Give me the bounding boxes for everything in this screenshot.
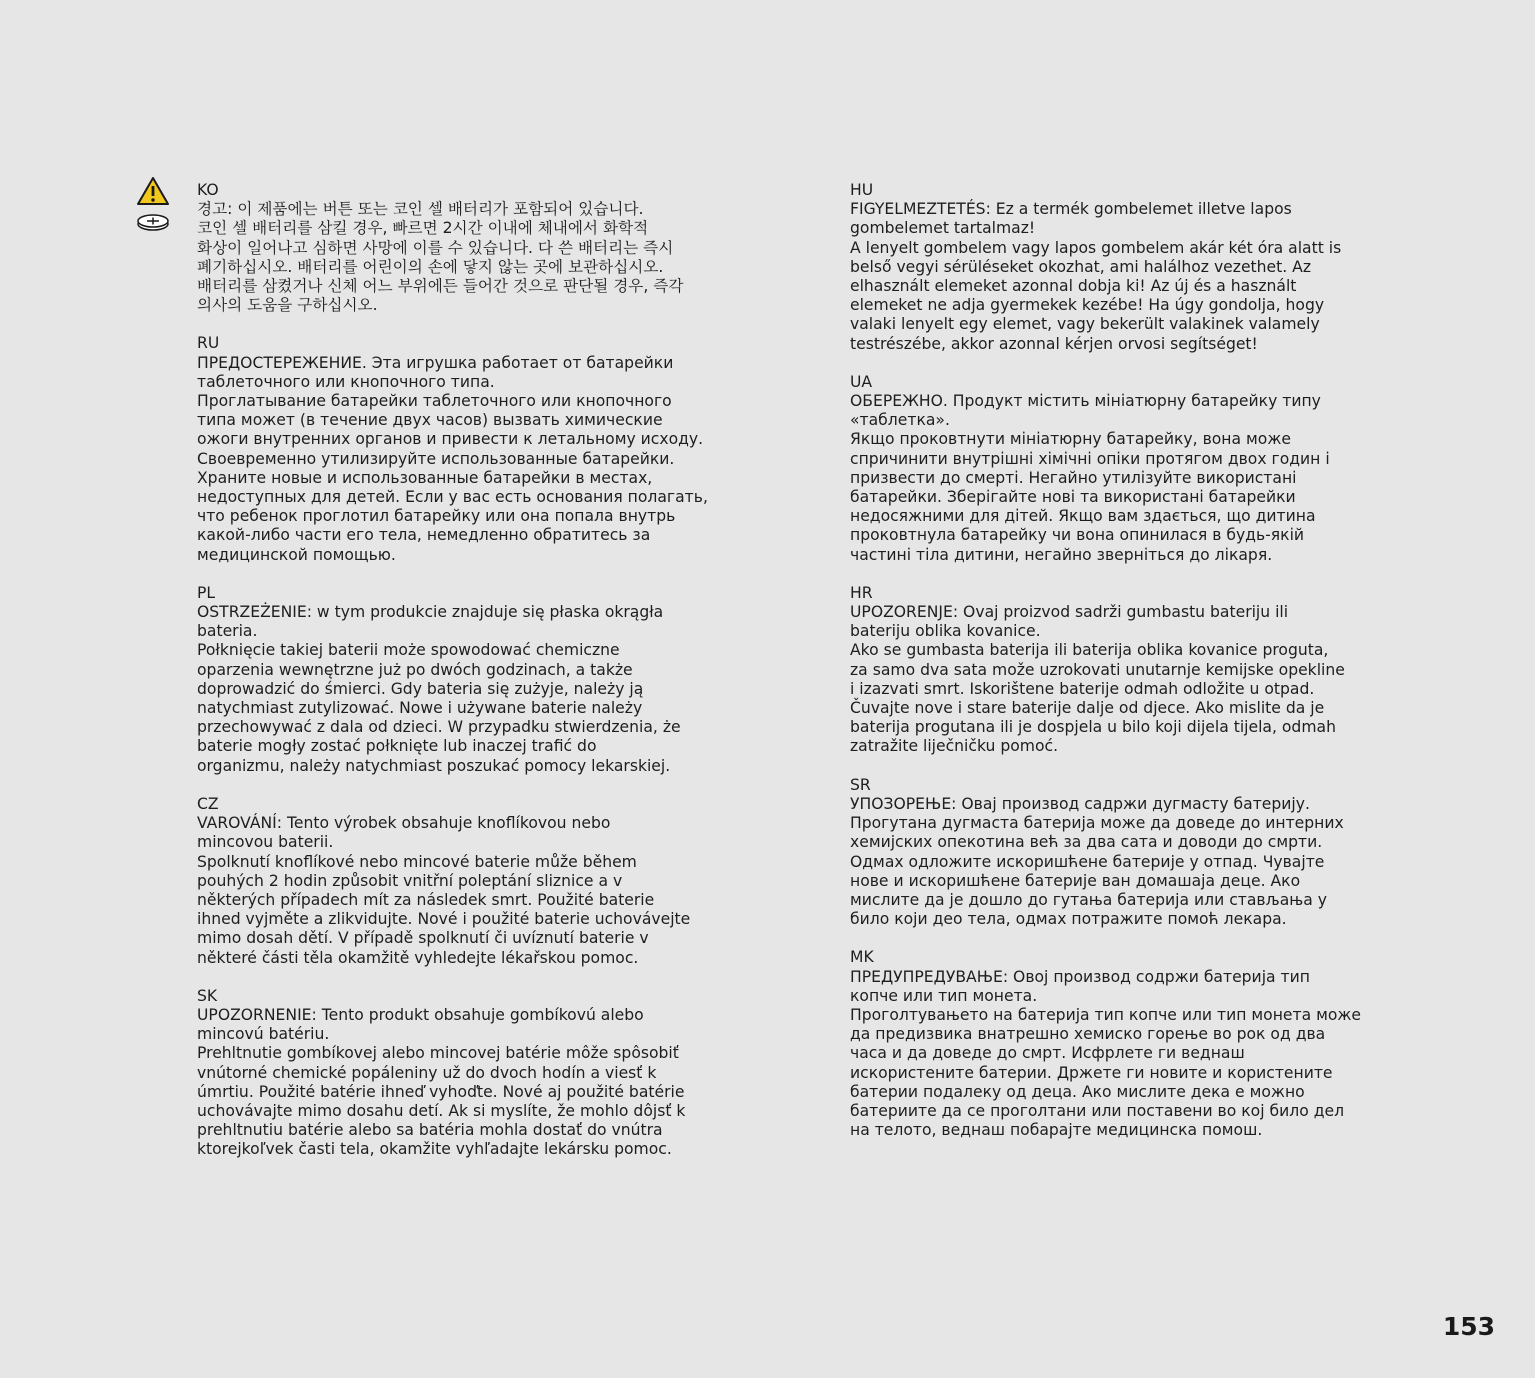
section-body: Prehltnutie gombíkovej alebo mincovej batérie môže spôsobiť vnútorné chemické popáleniny už do dvoch hodín a viesť k úmrtiu. Použité batérie ihneď vyhoďte. Nové aj použité batérie uchovávajte mimo dosahu detí. Ak si myslíte, že mohlo dôjsť k prehltnutiu batérie alebo sa batéria mohla dostať do vnútra ktorejkoľvek časti tela, okamžite vyhľadajte lekársku pomoc. xyxy=(197,1044,686,1159)
section-body: Połknięcie takiej baterii może spowodować chemiczne oparzenia wewnętrzne już po dwóch godzinach, a także doprowadzić do śmierci. Gdy bateria się zużyje, należy ją natychmiast zutylizować. Nowe i używane baterie należy przechowywać z dala od dzieci. W przypadku stwierdzenia, że baterie mogły zostać połknięte lub inaczej trafić do organizmu, należy natychmiast poszukać pomocy lekarskiej. xyxy=(197,641,681,775)
section-body: Проглатывание батарейки таблеточного или кнопочного типа может (в течение двух часов) вызвать химические ожоги внутренних органов и привести к летальному исходу. Своевременно утилизируйте использованные батарейки. Храните новые и использованные батарейки в местах, недоступных для детей. Если у вас есть основания полагать, что ребенок проглотил батарейку или она попала внутрь какой-либо части его тела, немедленно обратитесь за медицинской помощью. xyxy=(197,392,708,564)
warning-section-hr xyxy=(850,584,1380,757)
section-heading: UPOZORNENIE: Tento produkt obsahuje gombíkovú alebo mincovú batériu. xyxy=(197,1005,644,1044)
section-body: 코인 셀 배터리를 삼킬 경우, 빠르면 2시간 이내에 체내에서 화학적 화상이 일어나고 심하면 사망에 이를 수 있습니다. 다 쓴 배터리는 즉시 폐기하십시오. 배터리를 어린이의 손에 닿지 않는 곳에 보관하십시오. 배터리를 삼켰거나 신체 어느 부위에든 들어간 것으로 판단될 경우, 즉각 의사의 도움을 구하십시오. xyxy=(197,219,684,315)
section-body: Прогутана дугмаста батерија може да доведе до интерних хемијских опекотина већ за два сата и доводи до смрти. Одмах одложите искоришћене батерије у отпад. Чувајте нове и искоришћене батерије ван домашаја деце. Ако мислите да је дошло до гутања батерија или стављања у било који део тела, одмах потражите помоћ лекара. xyxy=(850,814,1344,929)
warning-section-ua xyxy=(850,373,1380,565)
warning-section-sk xyxy=(197,987,727,1160)
right-column xyxy=(850,181,1380,1159)
warning-section-mk xyxy=(850,948,1380,1140)
section-code: PL xyxy=(197,583,216,602)
section-heading: ПРЕДУПРЕДУВАЊЕ: Овој производ содржи батерија тип копче или тип монета. xyxy=(850,967,1310,1005)
section-code: HR xyxy=(850,583,873,602)
warning-section-sr xyxy=(850,776,1380,930)
section-code: MK xyxy=(850,948,874,967)
section-heading: ОБЕРЕЖНО. Продукт містить мініатюрну батарейку типу «таблетка». xyxy=(850,392,1321,430)
section-heading: UPOZORENJE: Ovaj proizvod sadrži gumbastu bateriju ili bateriju oblika kovanice. xyxy=(850,603,1289,641)
section-heading: OSTRZEŻENIE: w tym produkcie znajduje się płaska okrągła bateria. xyxy=(197,603,664,641)
warning-section-cz xyxy=(197,795,727,968)
section-heading: 경고: 이 제품에는 버튼 또는 코인 셀 배터리가 포함되어 있습니다. xyxy=(197,200,644,219)
section-code: CZ xyxy=(197,794,219,813)
section-code: RU xyxy=(197,334,220,353)
section-code: KO xyxy=(197,181,219,199)
section-body: Ako se gumbasta baterija ili baterija oblika kovanice proguta, za samo dva sata može uzrokovati unutarnje kemijske opekline i izazvati smrt. Iskorištene baterije odmah odložite u otpad. Čuvajte nove i stare baterije dalje od djece. Ako mislite da je baterija progutana ili je dospjela u bilo koji dijela tijela, odmah zatražite liječničku pomoć. xyxy=(850,641,1345,756)
warning-icons xyxy=(136,176,170,232)
warning-section-hu xyxy=(850,181,1380,354)
section-code: SR xyxy=(850,775,871,794)
section-body: Проголтувањето на батерија тип копче или тип монета може да предизвика внатрешно хемиско горење во рок од два часа и да доведе до смрт. Исфрлете ги веднаш искористените батерии. Држете ги новите и користените батерии подалеку од деца. Ако мислите дека е можно батериите да се проголтани или поставени во кој било дел на телото, веднаш побарајте медицинска помош. xyxy=(850,1005,1362,1140)
left-column xyxy=(197,181,727,1179)
coin-battery-icon xyxy=(136,212,170,232)
section-code: UA xyxy=(850,372,873,391)
section-heading: УПОЗОРЕЊЕ: Овај производ садржи дугмасту батерију. xyxy=(850,794,1310,813)
section-code: SK xyxy=(197,986,218,1005)
section-body: A lenyelt gombelem vagy lapos gombelem akár két óra alatt is belső vegyi sérüléseket okozhat, ami halálhoz vezethet. Az elhasznált elemeket azonnal dobja ki! Az új és a használt elemeket ne adja gyermekek kezébe! Ha úgy gondolja, hogy valaki lenyelt egy elemet, vagy bekerült valakinek valamely testrészébe, akkor azonnal kérjen orvosi segítséget! xyxy=(850,238,1342,353)
warning-section-ko xyxy=(197,181,727,315)
section-heading: VAROVÁNÍ: Tento výrobek obsahuje knoflíkovou nebo mincovou baterii. xyxy=(197,814,611,852)
section-heading: ПРЕДОСТЕРЕЖЕНИЕ. Эта игрушка работает от батарейки таблеточного или кнопочного типа. xyxy=(197,353,674,391)
warning-section-ru xyxy=(197,334,727,564)
section-code: HU xyxy=(850,181,874,199)
section-heading: FIGYELMEZTETÉS: Ez a termék gombelemet illetve lapos gombelemet tartalmaz! xyxy=(850,200,1292,238)
warning-triangle-icon xyxy=(136,176,170,206)
page-number: 153 xyxy=(1442,1312,1495,1341)
section-body: Якщо проковтнути мініатюрну батарейку, вона може спричинити внутрішні хімічні опіки протягом двох годин і призвести до смерті. Негайно утилізуйте використані батарейки. Зберігайте нові та використані батарейки недосяжними для дітей. Якщо вам здається, що дитина проковтнула батарейку чи вона опинилася в будь-якій частині тіла дитини, негайно зверніться до лікаря. xyxy=(850,430,1330,564)
section-body: Spolknutí knoflíkové nebo mincové baterie může během pouhých 2 hodin způsobit vnitřní poleptání sliznice a v některých případech mít za následek smrt. Použité baterie ihned vyjměte a zlikvidujte. Nové i použité baterie uchovávejte mimo dosah dětí. V případě spolknutí či uvíznutí baterie v některé části těla okamžitě vyhledejte lékařskou pomoc. xyxy=(197,852,691,967)
warning-section-pl xyxy=(197,584,727,776)
